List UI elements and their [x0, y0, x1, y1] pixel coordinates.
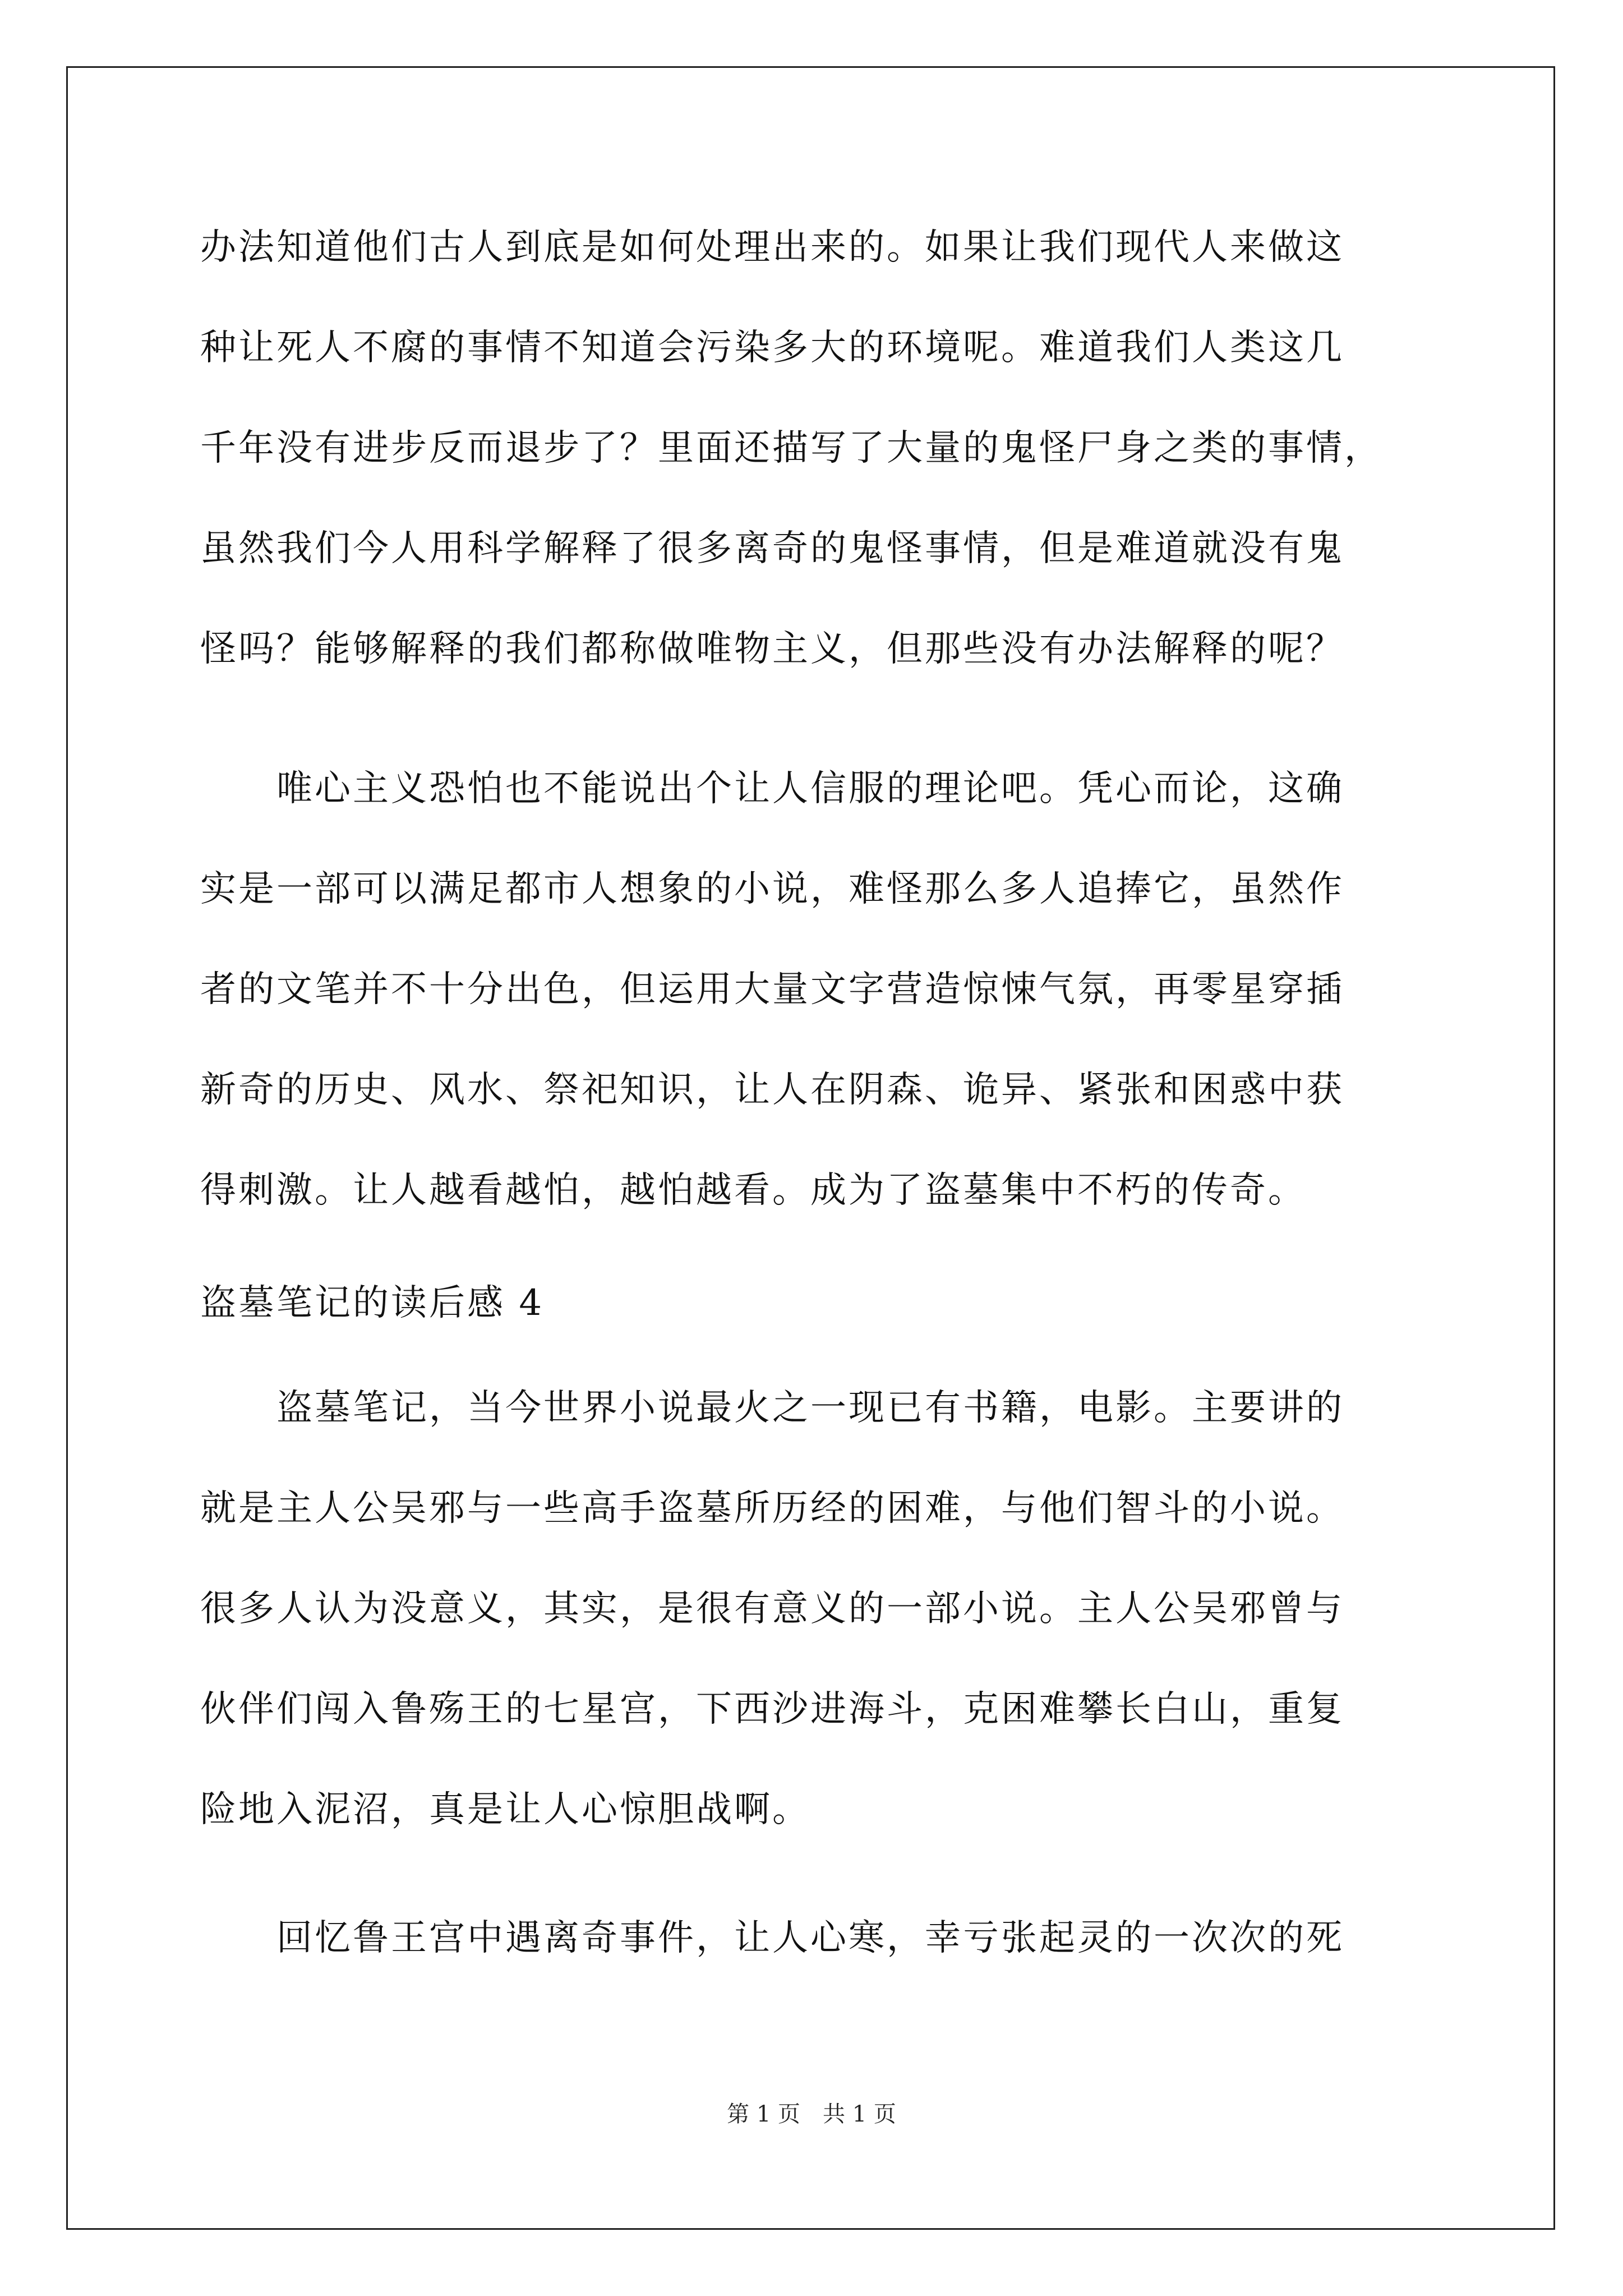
text-line: 唯心主义恐怕也不能说出个让人信服的理论吧。凭心而论，这确 — [200, 768, 1344, 809]
text-line: 得刺激。让人越看越怕，越怕越看。成为了盗墓集中不朽的传奇。 — [200, 1170, 1306, 1211]
text-line: 怪吗？能够解释的我们都称做唯物主义，但那些没有办法解释的呢？ — [200, 628, 1344, 670]
page-footer: 第 1 页 共 1 页 — [727, 2101, 896, 2127]
text-line: 盗墓笔记，当今世界小说最火之一现已有书籍，电影。主要讲的 — [200, 1387, 1344, 1429]
text-line: 回忆鲁王宫中遇离奇事件，让人心寒，幸亏张起灵的一次次的死 — [200, 1917, 1344, 1959]
text-line: 虽然我们今人用科学解释了很多离奇的鬼怪事情，但是难道就没有鬼 — [200, 528, 1344, 569]
text-line: 很多人认为没意义，其实，是很有意义的一部小说。主人公吴邪曾与 — [200, 1588, 1344, 1630]
text-line: 伙伴们闯入鲁殇王的七星宫，下西沙进海斗，克困难攀长白山，重复 — [200, 1688, 1344, 1730]
text-line: 实是一部可以满足都市人想象的小说，难怪那么多人追捧它，虽然作 — [200, 868, 1344, 910]
text-line: 者的文笔并不十分出色，但运用大量文字营造惊悚气氛，再零星穿插 — [200, 969, 1344, 1010]
text-line: 千年没有进步反而退步了？里面还描写了大量的鬼怪尸身之类的事情， — [200, 427, 1382, 469]
section-heading: 盗墓笔记的读后感 4 — [200, 1282, 545, 1324]
text-line: 就是主人公吴邪与一些高手盗墓所历经的困难，与他们智斗的小说。 — [200, 1488, 1344, 1529]
page-border — [66, 66, 1555, 2230]
text-line: 办法知道他们古人到底是如何处理出来的。如果让我们现代人来做这 — [200, 227, 1344, 268]
text-line: 新奇的历史、风水、祭祀知识，让人在阴森、诡异、紧张和困惑中获 — [200, 1069, 1344, 1111]
text-line: 种让死人不腐的事情不知道会污染多大的环境呢。难道我们人类这几 — [200, 327, 1344, 369]
text-line: 险地入泥沼，真是让人心惊胆战啊。 — [200, 1789, 810, 1830]
